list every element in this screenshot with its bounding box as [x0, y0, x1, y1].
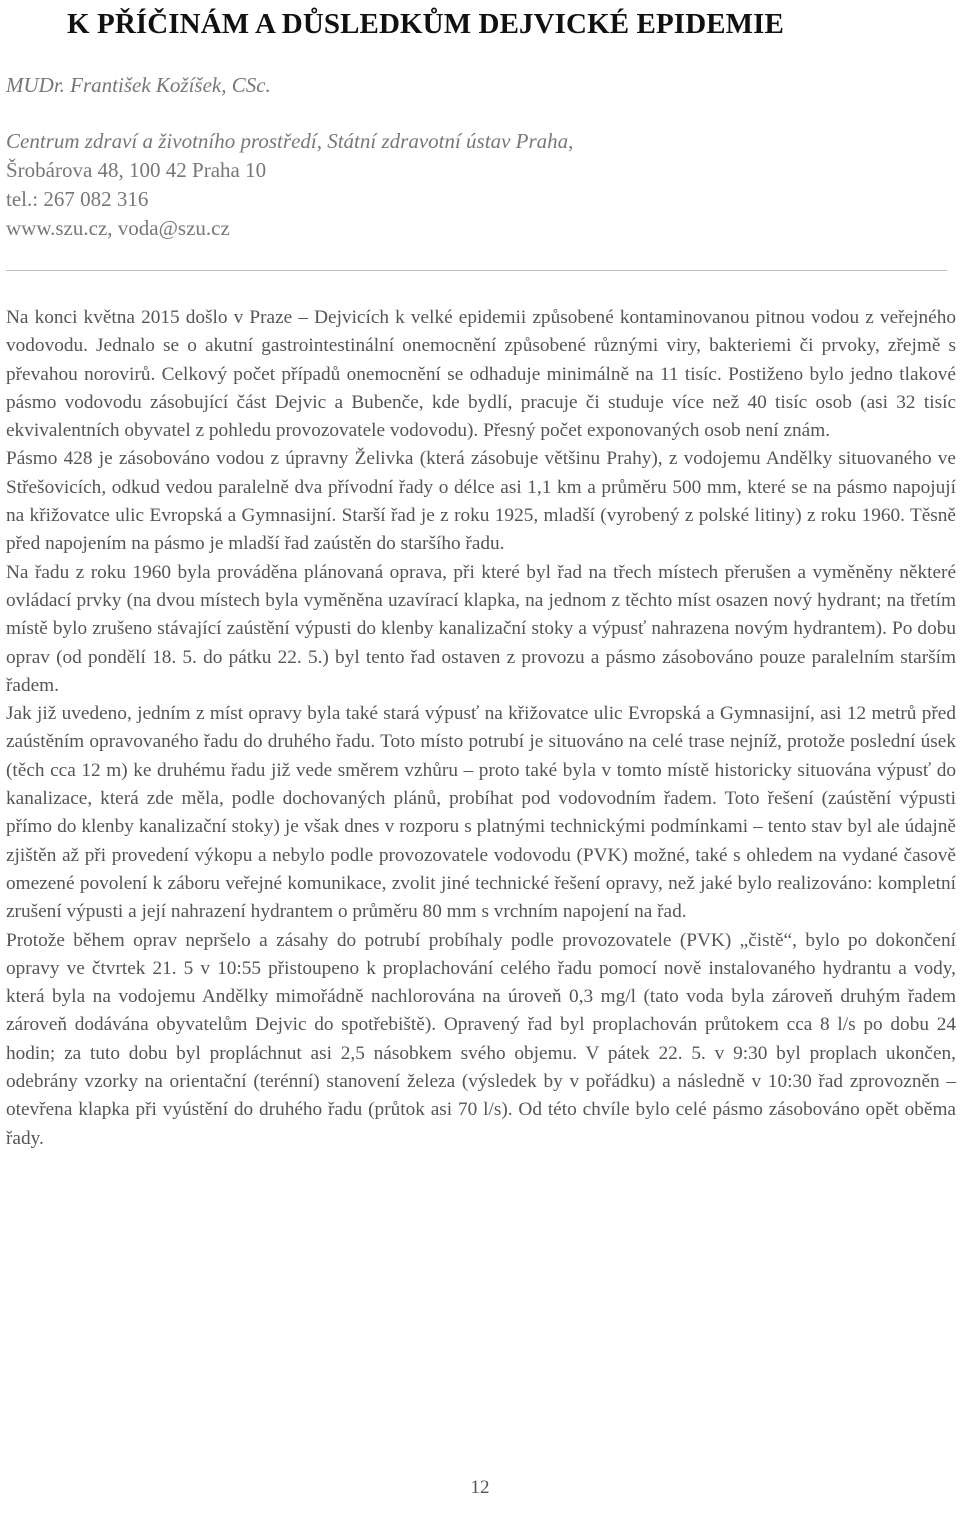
paragraph: Protože během oprav nepršelo a zásahy do potrubí probíhaly podle provozovatele (PVK) „čistě“, bylo po dokončení opravy ve čtvrtek 21. 5 v 10:55 přistoupeno k proplachování celého řadu pomocí nově instalovaného hydrantu a vody, která byla na vodojemu Andělky mimořádně nachlorována na úroveň 0,3 mg/l (tato voda byla zároveň druhým řadem zároveň dodávána obyvatelům Dejvic do spotřebiště). Opravený řad byl proplachován průtokem cca 8 l/s po dobu 24 hodin; za tuto dobu byl propláchnut asi 2,5 násobkem svého objemu. V pátek 22. 5. v 9:30 byl proplach ukončen, odebrány vzorky na orientační (terénní) stanovení železa (výsledek by v pořádku) a následně v 10:30 řad zprovozněn – otevřena klapka při vyústění do druhého řadu (průtok asi 70 l/s). Od této chvíle bylo celé pásmo zásobováno opět oběma řady. [6, 929, 956, 1149]
header-divider [6, 270, 947, 271]
institution-address: Šrobárova 48, 100 42 Praha 10 [6, 158, 267, 182]
page-number: 12 [470, 1477, 490, 1498]
paragraph: Pásmo 428 je zásobováno vodou z úpravny Želivka (která zásobuje většinu Prahy), z vodojemu Andělky situovaného ve Střešovicích, odkud vedou paralelně dva přívodní řady o délce asi 1,1 km a průměru 500 mm, které se na pásmo napojují na křižovatce ulic Evropská a Gymnasijní. Starší řad je z roku 1925, mladší (vyrobený z polské litiny) z roku 1960. Těsně před napojením na pásmo je mladší řad zaústěn do staršího řadu. [6, 448, 956, 555]
document-title: K PŘÍČINÁM A DŮSLEDKŮM DEJVICKÉ EPIDEMIE [67, 8, 784, 40]
institution-phone: tel.: 267 082 316 [6, 187, 149, 211]
institution-name: Centrum zdraví a životního prostředí, Státní zdravotní ústav Praha, [6, 129, 574, 153]
institution-contact: www.szu.cz, voda@szu.cz [6, 216, 230, 240]
author-name: MUDr. František Kožíšek, CSc. [6, 73, 271, 97]
author-affiliation [6, 127, 946, 243]
paragraph: Na konci května 2015 došlo v Praze – Dejvicích k velké epidemii způsobené kontaminovanou pitnou vodou z veřejného vodovodu. Jednalo se o akutní gastrointestinální onemocnění způsobené různými viry, bakteriemi či prvoky, zřejmě s převahou norovirů. Celkový počet případů onemocnění se odhaduje minimálně na 11 tisíc. Postiženo bylo jedno tlakové pásmo vodovodu zásobující část Dejvic a Bubenče, kde bydlí, pracuje či studuje více než 40 tisíc osob (asi 32 tisíc ekvivalentních obyvatel z pohledu provozovatele vodovodu). Přesný počet exponovaných osob není znám. [6, 307, 956, 442]
paragraph: Jak již uvedeno, jedním z míst opravy byla také stará výpusť na křižovatce ulic Evropská a Gymnasijní, asi 12 metrů před zaústěním opravovaného řadu do druhého řadu. Toto místo potrubí je situováno na celé trase nejníž, protože poslední úsek (těch cca 12 m) ke druhému řadu již vede směrem vzhůru – proto také byla v tomto místě historicky situována výpusť do kanalizace, která zde měla, podle dochovaných plánů, probíhat pod vodovodním řadem. Toto řešení (zaústění výpusti přímo do klenby kanalizační stoky) je však dnes v rozporu s platnými technickými podmínkami – tento stav byl ale údajně zjištěn až při provedení výkopu a nebylo podle provozovatele vodovodu (PVK) možné, také s ohledem na vydané časově omezené povolení k záboru veřejné komunikace, zvolit jiné technické řešení opravy, než jaké bylo realizováno: kompletní zrušení výpusti a její nahrazení hydrantem o průměru 80 mm s vrchním napojení na řad. [6, 703, 956, 923]
paragraph: Na řadu z roku 1960 byla prováděna plánovaná oprava, při které byl řad na třech místech přerušen a vyměněny některé ovládací prvky (na dvou místech byla vyměněna uzavírací klapka, na jednom z těchto míst osazen nový hydrant; na třetím místě bylo zrušeno stávající zaústění výpusti do klenby kanalizační stoky a výpusť nahrazena novým hydrantem). Po dobu oprav (od pondělí 18. 5. do pátku 22. 5.) byl tento řad ostaven z provozu a pásmo zásobováno pouze paralelním starším řadem. [6, 561, 956, 696]
article-body [6, 304, 956, 1153]
